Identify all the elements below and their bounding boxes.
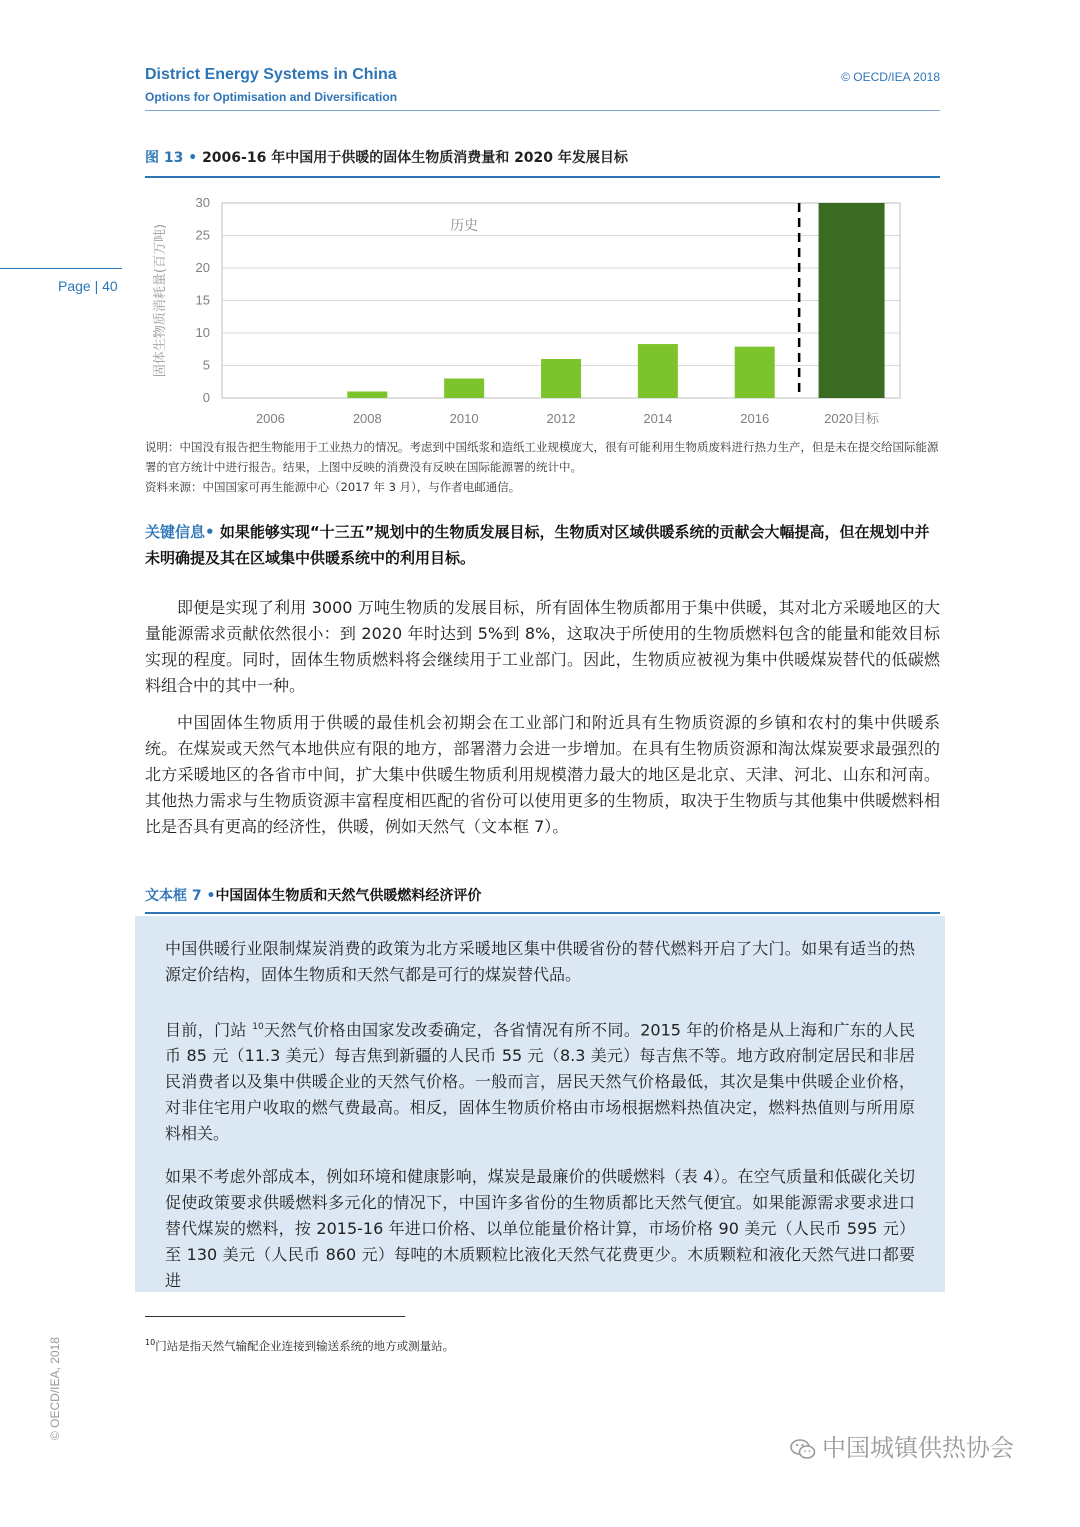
body-paragraph-1: 即便是实现了利用 3000 万吨生物质的发展目标，所有固体生物质都用于集中供暖，其对北方采暖地区的大量能源需求贡献依然很小：到 2020 年时达到 5%到 8%，这取决于所使用的生物质燃料包含的能量和能效目标实现的程度。同时，固体生物质燃料将会继续用于工业部门。因此，生物质应被视为集中供暖煤炭替代的低碳燃料组合中的其中一种。 [145, 598, 940, 695]
y-tick-label: 15 [195, 292, 210, 308]
data-bar [444, 379, 484, 399]
textbox-paragraph-3: 如果不考虑外部成本，例如环境和健康影响，煤炭是最廉价的供暖燃料（表 4）。在空气质量和低碳化关切促使政策要求供暖燃料多元化的情况下，中国许多省份的生物质都比天然气便宜。如果能源需求要求进口替代煤炭的燃料，按 2015-16 年进口价格、以单位能量价格计算，市场价格 90 美元（人民币 595 元）至 130 美元（人民币 860 元）每吨的木质颗粒比液化天然气花费更少。木质颗粒和液化天然气进口都要进 [165, 1167, 915, 1290]
header-copyright: © OECD/IEA 2018 [841, 70, 940, 84]
header-divider [145, 110, 940, 111]
figure-source: 资料来源：中国国家可再生能源中心（2017 年 3 月），与作者电邮通信。 [145, 480, 521, 494]
figure-number: 图 13 • [145, 150, 198, 166]
textbox-label: 文本框 7 • [145, 888, 216, 904]
figure-notes [145, 437, 940, 497]
watermark [790, 1428, 1014, 1463]
y-tick-label: 10 [195, 325, 210, 340]
wechat-icon [790, 1438, 816, 1460]
figure-divider [145, 176, 940, 178]
y-tick-label: 5 [202, 357, 210, 373]
textbox-divider [145, 912, 940, 914]
x-tick-label: 2012 [546, 411, 576, 426]
data-bar [541, 359, 581, 398]
x-tick-label: 2010 [449, 411, 479, 426]
key-information [145, 519, 940, 571]
target-bar [819, 203, 885, 398]
bar-chart [140, 185, 930, 430]
footnote-number: 10 [145, 1338, 156, 1348]
page-number: Page | 40 [58, 278, 118, 294]
key-information-text: 如果能够实现“十三五”规划中的生物质发展目标，生物质对区域供暖系统的贡献会大幅提高，但在规划中并未明确提及其在区域集中供暖系统中的利用目标。 [145, 523, 930, 567]
footnote-divider [145, 1316, 405, 1317]
footnote-text: 门站是指天然气输配企业连接到输送系统的地方或测量站。 [155, 1339, 455, 1353]
textbox-title [145, 885, 481, 905]
y-tick-label: 0 [202, 390, 210, 405]
textbox-title-text: 中国固体生物质和天然气供暖燃料经济评价 [215, 888, 482, 904]
document-title: District Energy Systems in China [145, 66, 397, 83]
textbox-paragraph-2 [165, 1014, 915, 1147]
key-information-label: 关键信息• [145, 523, 215, 541]
data-bar [638, 344, 678, 398]
body-paragraph-2: 中国固体生物质用于供暖的最佳机会初期会在工业部门和附近具有生物质资源的乡镇和农村的集中供暖系统。在煤炭或天然气本地供应有限的地方，部署潜力会进一步增加。在具有生物质资源和淘汰煤炭要求最强烈的北方采暖地区的各省市中间，扩大集中供暖生物质利用规模潜力最大的地区是北京、天津、河北、山东和河南。其他热力需求与生物质资源丰富程度相匹配的省份可以使用更多的生物质，取决于生物质与其他集中供暖燃料相比是否具有更高的经济性，供暖，例如天然气（文本框 7）。 [145, 713, 940, 836]
textbox-p2-after: 天然气价格由国家发改委确定，各省情况有所不同。2015 年的价格是从上海和广东的人民币 85 元（11.3 美元）每吉焦到新疆的人民币 55 元（8.3 美元）每吉焦不等。地方政府制定居民和非居民消费者以及集中供暖企业的天然气价格。一般而言，居民天然气价格最低，其次是集中供暖企业价格，对非住宅用户收取的燃气费最高。相反，固体生物质价格由市场根据燃料热值决定，燃料热值则与所用原料相关。 [165, 1020, 916, 1144]
figure-note: 说明：中国没有报告把生物能用于工业热力的情况。考虑到中国纸浆和造纸工业规模庞大，很有可能利用生物质废料进行热力生产，但是未在提交给国际能源署的官方统计中进行报告。结果，上图中反映的消费没有反映在国际能源署的统计中。 [145, 440, 939, 474]
textbox-p2-before: 目前，门站 [165, 1020, 253, 1040]
page-marker-line [0, 268, 122, 269]
figure-title [145, 147, 628, 167]
data-bar [735, 347, 775, 398]
x-tick-label: 2014 [643, 411, 673, 426]
figure-title-text: 2006-16 年中国用于供暖的固体生物质消费量和 2020 年发展目标 [202, 150, 628, 166]
history-annotation: 历史 [450, 218, 479, 234]
x-tick-label: 2006 [255, 411, 285, 426]
y-tick-label: 20 [195, 260, 210, 275]
y-tick-label: 25 [195, 227, 210, 243]
y-axis-label: 固体生物质消耗量(百万吨) [153, 223, 168, 378]
x-tick-label: 2020目标 [824, 411, 880, 426]
watermark-text: 中国城镇供热协会 [822, 1434, 1014, 1462]
document-subtitle: Options for Optimisation and Diversification [145, 90, 398, 104]
data-bar [347, 392, 387, 399]
side-copyright: © OECD/IEA, 2018 [48, 1337, 62, 1440]
footnote-reference[interactable]: 10 [252, 1022, 264, 1032]
textbox [135, 916, 945, 1292]
footnote [145, 1338, 454, 1354]
x-tick-label: 2016 [740, 411, 770, 426]
x-tick-label: 2008 [352, 411, 382, 426]
textbox-paragraph-1: 中国供暖行业限制煤炭消费的政策为北方采暖地区集中供暖省份的替代燃料开启了大门。如果有适当的热源定价结构，固体生物质和天然气都是可行的煤炭替代品。 [165, 939, 915, 984]
y-tick-label: 30 [195, 195, 210, 210]
